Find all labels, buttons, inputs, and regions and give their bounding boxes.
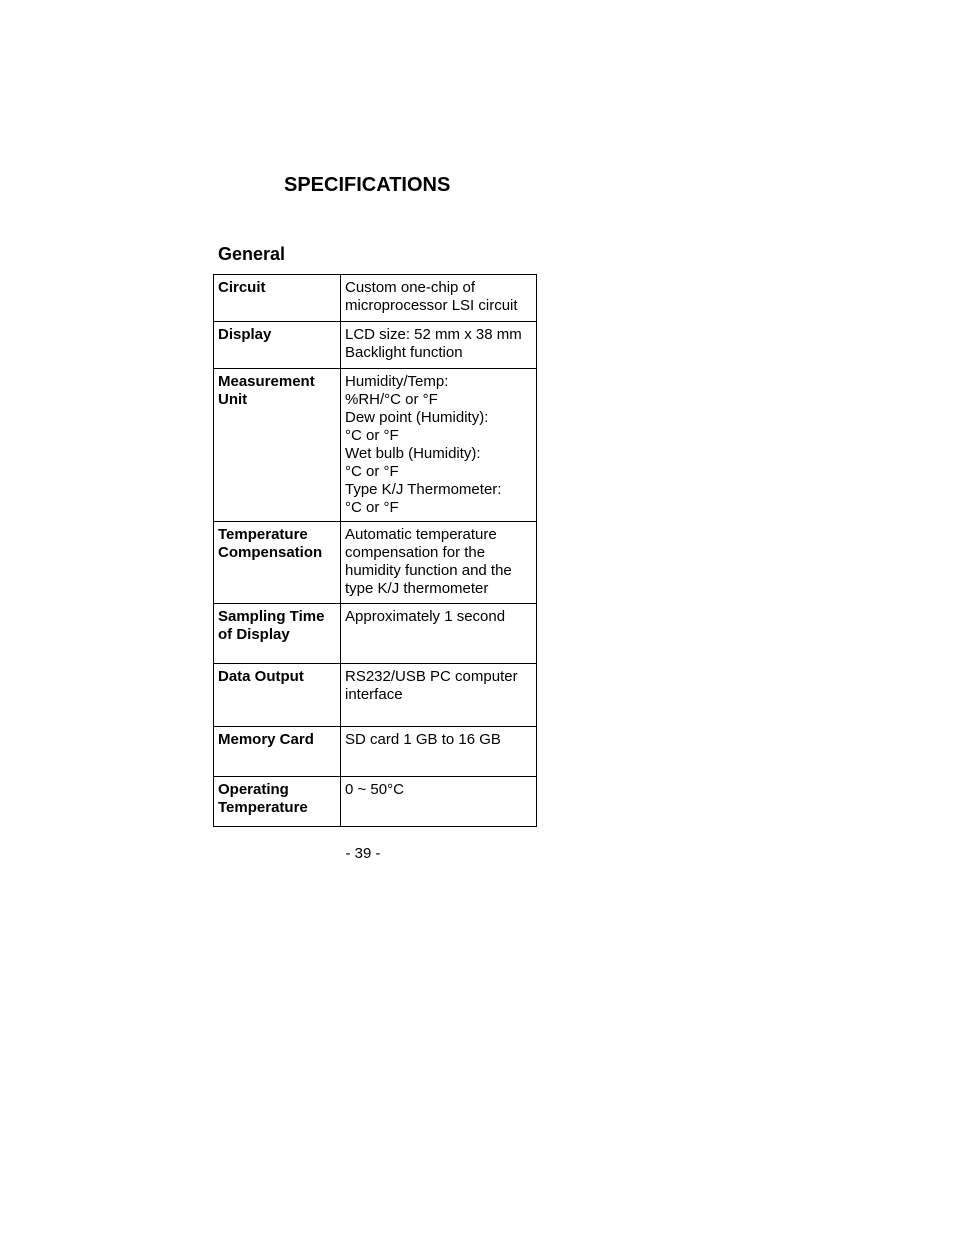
table-row — [214, 777, 537, 827]
spec-label: Memory Card — [214, 727, 341, 777]
spec-value: Approximately 1 second — [341, 604, 537, 664]
spec-value: Automatic temperature compensation for the humidity function and the type K/J thermometer — [341, 522, 537, 604]
section-heading-general: General — [218, 244, 286, 264]
spec-label: Operating Temperature — [214, 777, 341, 827]
spec-label: Sampling Time of Display — [214, 604, 341, 664]
page-number: - 39 - — [345, 845, 381, 862]
spec-value: SD card 1 GB to 16 GB — [341, 727, 537, 777]
table-row — [214, 275, 537, 322]
table-row — [214, 727, 537, 777]
spec-label: Temperature Compensation — [214, 522, 341, 604]
page-title: SPECIFICATIONS — [284, 174, 451, 196]
spec-value: Custom one-chip of microprocessor LSI circuit — [341, 275, 537, 322]
table-row — [214, 522, 537, 604]
spec-value: RS232/USB PC computer interface — [341, 664, 537, 727]
spec-label: Display — [214, 322, 341, 369]
table-row — [214, 322, 537, 369]
table-row — [214, 369, 537, 522]
spec-label: Circuit — [214, 275, 341, 322]
spec-label: Measurement Unit — [214, 369, 341, 522]
spec-value: LCD size: 52 mm x 38 mm Backlight function — [341, 322, 537, 369]
spec-value: 0 ~ 50°C — [341, 777, 537, 827]
spec-value: Humidity/Temp: %RH/°C or °F Dew point (Humidity): °C or °F Wet bulb (Humidity): °C or °F Type K/J Thermometer: °C or °F — [341, 369, 537, 522]
table-row — [214, 664, 537, 727]
spec-label: Data Output — [214, 664, 341, 727]
specifications-table — [213, 274, 537, 827]
table-row — [214, 604, 537, 664]
